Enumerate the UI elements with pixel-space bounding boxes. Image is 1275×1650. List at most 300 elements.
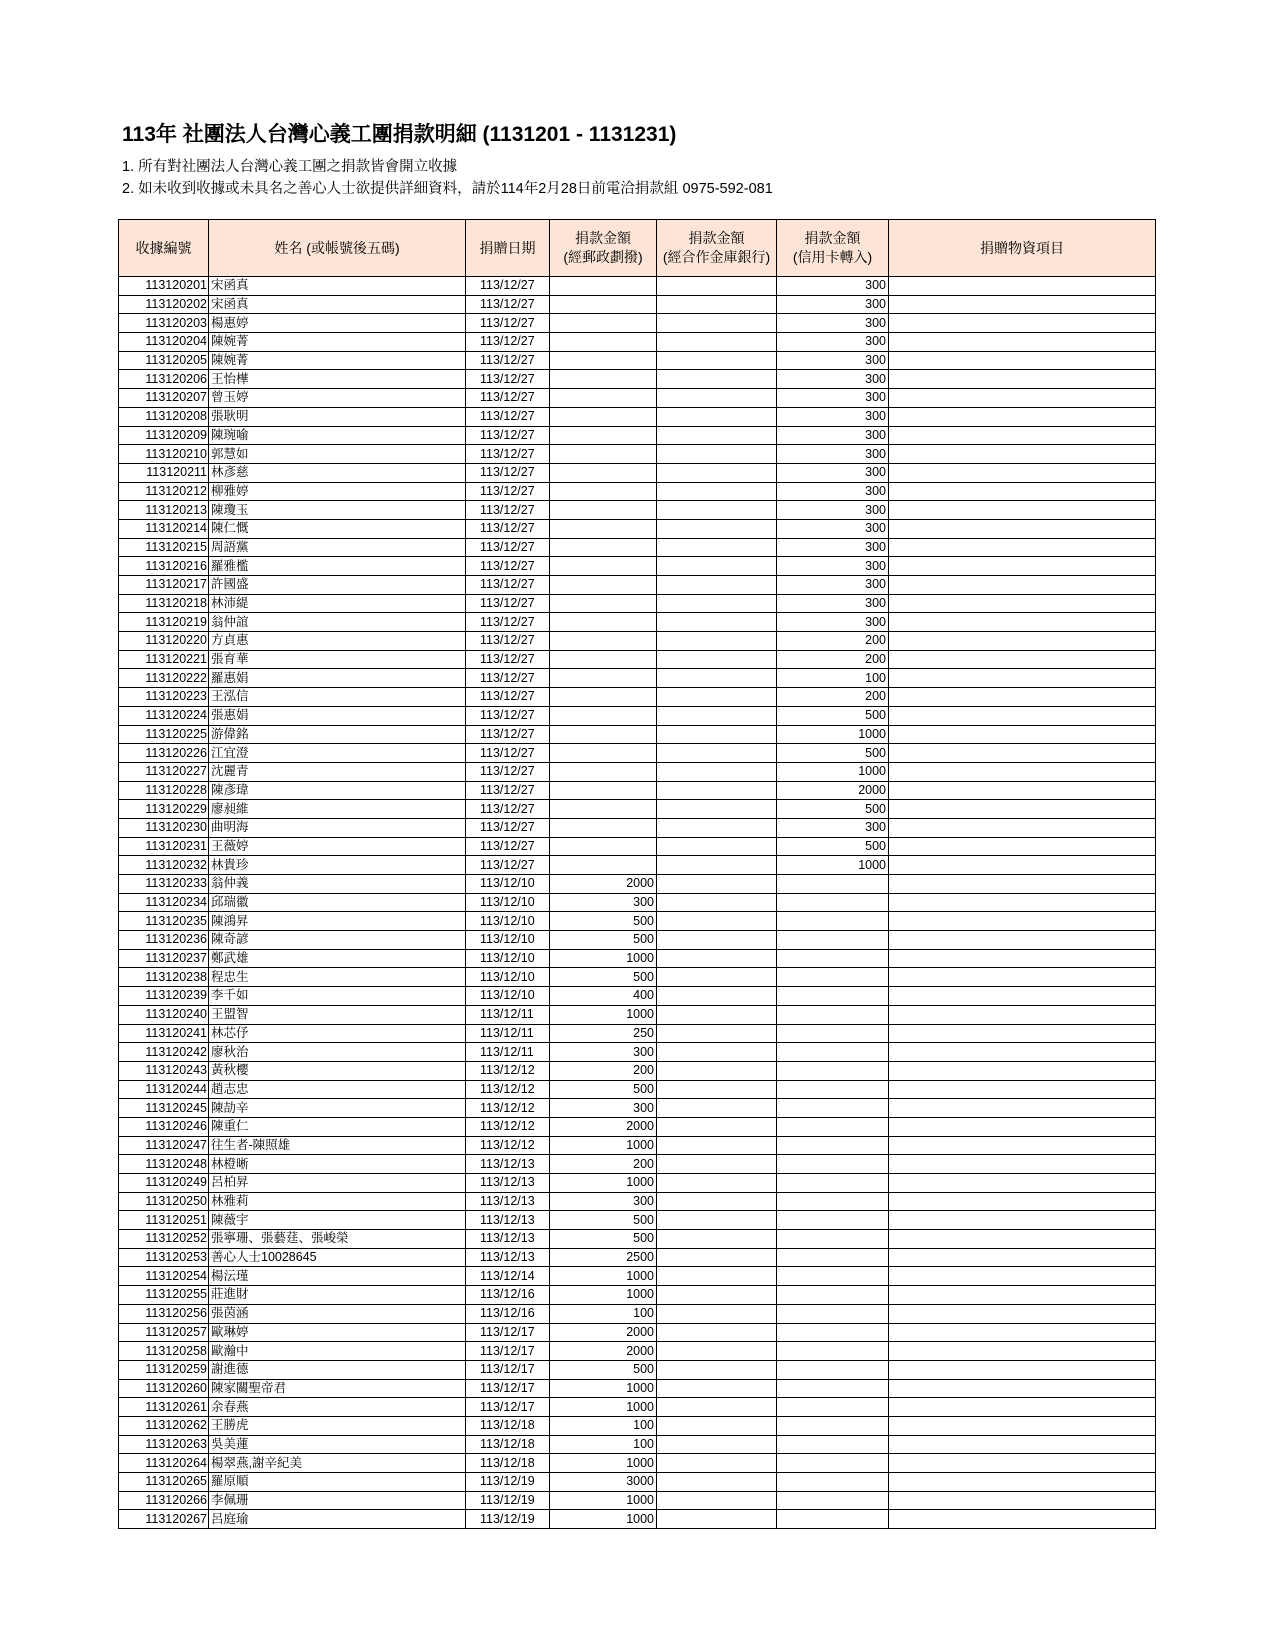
table-row xyxy=(119,1248,1156,1267)
bank-amount-cell xyxy=(657,744,777,763)
postal-amount-cell xyxy=(550,314,657,333)
header-postal-amount: 捐款金額 (經郵政劃撥) xyxy=(550,220,657,277)
card-amount-cell: 300 xyxy=(777,594,889,613)
goods-cell xyxy=(889,613,1156,632)
card-amount-cell: 300 xyxy=(777,351,889,370)
bank-amount-cell xyxy=(657,818,777,837)
goods-cell xyxy=(889,1360,1156,1379)
bank-amount-cell xyxy=(657,407,777,426)
card-amount-cell: 300 xyxy=(777,818,889,837)
bank-amount-cell xyxy=(657,389,777,408)
goods-cell xyxy=(889,277,1156,296)
donation-date-cell: 113/12/16 xyxy=(466,1286,550,1305)
bank-amount-cell xyxy=(657,837,777,856)
receipt-no-cell: 113120265 xyxy=(119,1473,209,1492)
card-amount-cell xyxy=(777,1024,889,1043)
postal-amount-cell xyxy=(550,351,657,370)
postal-amount-cell xyxy=(550,445,657,464)
table-row xyxy=(119,1473,1156,1492)
receipt-no-cell: 113120242 xyxy=(119,1043,209,1062)
postal-amount-cell: 300 xyxy=(550,1099,657,1118)
bank-amount-cell xyxy=(657,650,777,669)
receipt-no-cell: 113120220 xyxy=(119,632,209,651)
goods-cell xyxy=(889,407,1156,426)
receipt-no-cell: 113120210 xyxy=(119,445,209,464)
table-row xyxy=(119,519,1156,538)
donation-date-cell: 113/12/27 xyxy=(466,370,550,389)
table-row xyxy=(119,1286,1156,1305)
goods-cell xyxy=(889,295,1156,314)
donation-date-cell: 113/12/27 xyxy=(466,557,550,576)
donor-name-cell: 陳劼辛 xyxy=(209,1099,466,1118)
card-amount-cell xyxy=(777,1080,889,1099)
bank-amount-cell xyxy=(657,1435,777,1454)
goods-cell xyxy=(889,1248,1156,1267)
donation-date-cell: 113/12/18 xyxy=(466,1416,550,1435)
card-amount-cell xyxy=(777,1061,889,1080)
goods-cell xyxy=(889,632,1156,651)
bank-amount-cell xyxy=(657,1304,777,1323)
donor-name-cell: 宋函真 xyxy=(209,277,466,296)
donation-date-cell: 113/12/17 xyxy=(466,1398,550,1417)
goods-cell xyxy=(889,1174,1156,1193)
table-row xyxy=(119,650,1156,669)
note-contact: 2. 如未收到收據或未具名之善心人士欲提供詳細資料，請於114年2月28日前電洽捐款組 0975-592-081 xyxy=(122,181,773,197)
card-amount-cell: 300 xyxy=(777,277,889,296)
donor-name-cell: 陳家關聖帝君 xyxy=(209,1379,466,1398)
donation-date-cell: 113/12/27 xyxy=(466,407,550,426)
postal-amount-cell xyxy=(550,688,657,707)
card-amount-cell xyxy=(777,1379,889,1398)
receipt-no-cell: 113120253 xyxy=(119,1248,209,1267)
donation-date-cell: 113/12/27 xyxy=(466,669,550,688)
card-amount-cell: 300 xyxy=(777,519,889,538)
goods-cell xyxy=(889,519,1156,538)
bank-amount-cell xyxy=(657,613,777,632)
receipt-no-cell: 113120240 xyxy=(119,1005,209,1024)
receipt-no-cell: 113120260 xyxy=(119,1379,209,1398)
table-row xyxy=(119,669,1156,688)
bank-amount-cell xyxy=(657,706,777,725)
goods-cell xyxy=(889,1211,1156,1230)
donor-name-cell: 翁仲誼 xyxy=(209,613,466,632)
header-goods: 捐贈物資項目 xyxy=(889,220,1156,277)
table-row xyxy=(119,1342,1156,1361)
card-amount-cell: 300 xyxy=(777,557,889,576)
postal-amount-cell: 1000 xyxy=(550,1267,657,1286)
bank-amount-cell xyxy=(657,1230,777,1249)
donor-name-cell: 周語黨 xyxy=(209,538,466,557)
postal-amount-cell: 1000 xyxy=(550,1379,657,1398)
donor-name-cell: 張惠娟 xyxy=(209,706,466,725)
goods-cell xyxy=(889,426,1156,445)
table-row xyxy=(119,688,1156,707)
postal-amount-cell: 2000 xyxy=(550,1323,657,1342)
postal-amount-cell xyxy=(550,370,657,389)
goods-cell xyxy=(889,1454,1156,1473)
donation-date-cell: 113/12/27 xyxy=(466,837,550,856)
bank-amount-cell xyxy=(657,1286,777,1305)
bank-amount-cell xyxy=(657,277,777,296)
receipt-no-cell: 113120248 xyxy=(119,1155,209,1174)
card-amount-cell xyxy=(777,1230,889,1249)
donor-name-cell: 陳彥瑋 xyxy=(209,781,466,800)
bank-amount-cell xyxy=(657,1267,777,1286)
table-row xyxy=(119,1491,1156,1510)
goods-cell xyxy=(889,1230,1156,1249)
goods-cell xyxy=(889,744,1156,763)
table-row xyxy=(119,277,1156,296)
bank-amount-cell xyxy=(657,1323,777,1342)
donation-date-cell: 113/12/19 xyxy=(466,1510,550,1529)
donor-name-cell: 陳薇宇 xyxy=(209,1211,466,1230)
table-row xyxy=(119,314,1156,333)
goods-cell xyxy=(889,1491,1156,1510)
donation-date-cell: 113/12/27 xyxy=(466,725,550,744)
table-row xyxy=(119,1192,1156,1211)
receipt-no-cell: 113120257 xyxy=(119,1323,209,1342)
postal-amount-cell: 500 xyxy=(550,1080,657,1099)
goods-cell xyxy=(889,1080,1156,1099)
goods-cell xyxy=(889,1155,1156,1174)
table-row xyxy=(119,762,1156,781)
donation-date-cell: 113/12/14 xyxy=(466,1267,550,1286)
card-amount-cell xyxy=(777,1491,889,1510)
goods-cell xyxy=(889,1043,1156,1062)
bank-amount-cell xyxy=(657,688,777,707)
bank-amount-cell xyxy=(657,1136,777,1155)
donation-date-cell: 113/12/27 xyxy=(466,351,550,370)
postal-amount-cell: 2000 xyxy=(550,875,657,894)
donation-date-cell: 113/12/27 xyxy=(466,333,550,352)
bank-amount-cell xyxy=(657,1174,777,1193)
postal-amount-cell xyxy=(550,295,657,314)
donor-name-cell: 陳婉菁 xyxy=(209,351,466,370)
table-row xyxy=(119,1080,1156,1099)
receipt-no-cell: 113120219 xyxy=(119,613,209,632)
bank-amount-cell xyxy=(657,576,777,595)
donor-name-cell: 方貞惠 xyxy=(209,632,466,651)
receipt-no-cell: 113120245 xyxy=(119,1099,209,1118)
header-receipt-no: 收據編號 xyxy=(119,220,209,277)
donation-date-cell: 113/12/27 xyxy=(466,463,550,482)
donation-date-cell: 113/12/27 xyxy=(466,781,550,800)
bank-amount-cell xyxy=(657,333,777,352)
postal-amount-cell: 1000 xyxy=(550,1491,657,1510)
table-row xyxy=(119,333,1156,352)
postal-amount-cell xyxy=(550,557,657,576)
donation-date-cell: 113/12/11 xyxy=(466,1005,550,1024)
donation-date-cell: 113/12/27 xyxy=(466,650,550,669)
receipt-no-cell: 113120222 xyxy=(119,669,209,688)
donor-name-cell: 林沛緹 xyxy=(209,594,466,613)
card-amount-cell: 200 xyxy=(777,632,889,651)
postal-amount-cell: 400 xyxy=(550,987,657,1006)
donor-name-cell: 廖秋治 xyxy=(209,1043,466,1062)
postal-amount-cell xyxy=(550,519,657,538)
goods-cell xyxy=(889,875,1156,894)
receipt-no-cell: 113120232 xyxy=(119,856,209,875)
postal-amount-cell: 500 xyxy=(550,1211,657,1230)
postal-amount-cell: 300 xyxy=(550,1192,657,1211)
donation-date-cell: 113/12/10 xyxy=(466,949,550,968)
table-row xyxy=(119,1043,1156,1062)
receipt-no-cell: 113120256 xyxy=(119,1304,209,1323)
donor-name-cell: 翁仲義 xyxy=(209,875,466,894)
bank-amount-cell xyxy=(657,1061,777,1080)
card-amount-cell: 500 xyxy=(777,800,889,819)
goods-cell xyxy=(889,856,1156,875)
card-amount-cell: 300 xyxy=(777,314,889,333)
table-row xyxy=(119,912,1156,931)
goods-cell xyxy=(889,1061,1156,1080)
bank-amount-cell xyxy=(657,1155,777,1174)
postal-amount-cell xyxy=(550,818,657,837)
table-header xyxy=(119,220,1156,277)
donor-name-cell: 張育華 xyxy=(209,650,466,669)
goods-cell xyxy=(889,1435,1156,1454)
goods-cell xyxy=(889,333,1156,352)
bank-amount-cell xyxy=(657,725,777,744)
goods-cell xyxy=(889,445,1156,464)
donation-date-cell: 113/12/27 xyxy=(466,576,550,595)
card-amount-cell xyxy=(777,1174,889,1193)
header-date: 捐贈日期 xyxy=(466,220,550,277)
table-row xyxy=(119,1061,1156,1080)
donor-name-cell: 黃秋櫻 xyxy=(209,1061,466,1080)
table-row xyxy=(119,538,1156,557)
card-amount-cell: 300 xyxy=(777,389,889,408)
card-amount-cell: 1000 xyxy=(777,762,889,781)
bank-amount-cell xyxy=(657,519,777,538)
postal-amount-cell: 1000 xyxy=(550,1398,657,1417)
goods-cell xyxy=(889,669,1156,688)
receipt-no-cell: 113120263 xyxy=(119,1435,209,1454)
donation-date-cell: 113/12/10 xyxy=(466,987,550,1006)
bank-amount-cell xyxy=(657,1211,777,1230)
bank-amount-cell xyxy=(657,949,777,968)
table-row xyxy=(119,613,1156,632)
receipt-no-cell: 113120208 xyxy=(119,407,209,426)
table-row xyxy=(119,744,1156,763)
donation-date-cell: 113/12/27 xyxy=(466,800,550,819)
donation-date-cell: 113/12/27 xyxy=(466,501,550,520)
goods-cell xyxy=(889,576,1156,595)
postal-amount-cell: 500 xyxy=(550,1230,657,1249)
donor-name-cell: 宋函真 xyxy=(209,295,466,314)
receipt-no-cell: 113120214 xyxy=(119,519,209,538)
postal-amount-cell xyxy=(550,800,657,819)
donor-name-cell: 余春燕 xyxy=(209,1398,466,1417)
donation-date-cell: 113/12/13 xyxy=(466,1230,550,1249)
card-amount-cell xyxy=(777,1248,889,1267)
goods-cell xyxy=(889,1192,1156,1211)
donation-date-cell: 113/12/18 xyxy=(466,1454,550,1473)
postal-amount-cell xyxy=(550,576,657,595)
card-amount-cell: 500 xyxy=(777,837,889,856)
card-amount-cell: 300 xyxy=(777,407,889,426)
donor-name-cell: 林雅莉 xyxy=(209,1192,466,1211)
donor-name-cell: 往生者-陳照雄 xyxy=(209,1136,466,1155)
bank-amount-cell xyxy=(657,893,777,912)
bank-amount-cell xyxy=(657,669,777,688)
table-body xyxy=(119,277,1156,1529)
donation-date-cell: 113/12/27 xyxy=(466,762,550,781)
table-row xyxy=(119,632,1156,651)
receipt-no-cell: 113120213 xyxy=(119,501,209,520)
donation-date-cell: 113/12/13 xyxy=(466,1192,550,1211)
donor-name-cell: 游偉銘 xyxy=(209,725,466,744)
table-row xyxy=(119,1211,1156,1230)
card-amount-cell xyxy=(777,1416,889,1435)
donation-date-cell: 113/12/17 xyxy=(466,1360,550,1379)
donation-date-cell: 113/12/27 xyxy=(466,632,550,651)
goods-cell xyxy=(889,1510,1156,1529)
donor-name-cell: 江宜澄 xyxy=(209,744,466,763)
donor-name-cell: 陳仁慨 xyxy=(209,519,466,538)
card-amount-cell: 300 xyxy=(777,482,889,501)
card-amount-cell xyxy=(777,968,889,987)
postal-amount-cell xyxy=(550,426,657,445)
bank-amount-cell xyxy=(657,1099,777,1118)
goods-cell xyxy=(889,314,1156,333)
table-row xyxy=(119,818,1156,837)
receipt-no-cell: 113120241 xyxy=(119,1024,209,1043)
goods-cell xyxy=(889,1473,1156,1492)
card-amount-cell: 300 xyxy=(777,576,889,595)
card-amount-cell: 500 xyxy=(777,744,889,763)
postal-amount-cell xyxy=(550,706,657,725)
document-title: 113年 社團法人台灣心義工團捐款明細 (1131201 - 1131231) xyxy=(122,123,677,146)
receipt-no-cell: 113120239 xyxy=(119,987,209,1006)
donation-date-cell: 113/12/11 xyxy=(466,1024,550,1043)
receipt-no-cell: 113120201 xyxy=(119,277,209,296)
donor-name-cell: 羅惠娟 xyxy=(209,669,466,688)
table-row xyxy=(119,931,1156,950)
donor-name-cell: 謝進德 xyxy=(209,1360,466,1379)
header-row xyxy=(119,220,1156,277)
postal-amount-cell xyxy=(550,389,657,408)
donor-name-cell: 羅雅檻 xyxy=(209,557,466,576)
bank-amount-cell xyxy=(657,1248,777,1267)
goods-cell xyxy=(889,800,1156,819)
receipt-no-cell: 113120258 xyxy=(119,1342,209,1361)
bank-amount-cell xyxy=(657,1454,777,1473)
card-amount-cell xyxy=(777,1211,889,1230)
table-row xyxy=(119,856,1156,875)
receipt-no-cell: 113120218 xyxy=(119,594,209,613)
card-amount-cell xyxy=(777,1043,889,1062)
goods-cell xyxy=(889,1342,1156,1361)
bank-amount-cell xyxy=(657,1510,777,1529)
table-row xyxy=(119,1304,1156,1323)
postal-amount-cell: 100 xyxy=(550,1416,657,1435)
table-row xyxy=(119,389,1156,408)
card-amount-cell: 200 xyxy=(777,688,889,707)
table-row xyxy=(119,1155,1156,1174)
bank-amount-cell xyxy=(657,800,777,819)
card-amount-cell xyxy=(777,1267,889,1286)
table-row xyxy=(119,837,1156,856)
receipt-no-cell: 113120231 xyxy=(119,837,209,856)
receipt-no-cell: 113120223 xyxy=(119,688,209,707)
postal-amount-cell xyxy=(550,501,657,520)
receipt-no-cell: 113120204 xyxy=(119,333,209,352)
table-row xyxy=(119,1174,1156,1193)
donor-name-cell: 莊進財 xyxy=(209,1286,466,1305)
donation-date-cell: 113/12/27 xyxy=(466,277,550,296)
card-amount-cell xyxy=(777,1360,889,1379)
receipt-no-cell: 113120216 xyxy=(119,557,209,576)
bank-amount-cell xyxy=(657,501,777,520)
goods-cell xyxy=(889,389,1156,408)
bank-amount-cell xyxy=(657,987,777,1006)
table-row xyxy=(119,1136,1156,1155)
postal-amount-cell: 2000 xyxy=(550,1117,657,1136)
donation-date-cell: 113/12/12 xyxy=(466,1136,550,1155)
donor-name-cell: 李佩珊 xyxy=(209,1491,466,1510)
postal-amount-cell: 1000 xyxy=(550,1286,657,1305)
receipt-no-cell: 113120264 xyxy=(119,1454,209,1473)
card-amount-cell xyxy=(777,1398,889,1417)
table-row xyxy=(119,1323,1156,1342)
table-row xyxy=(119,1230,1156,1249)
goods-cell xyxy=(889,706,1156,725)
donation-date-cell: 113/12/17 xyxy=(466,1342,550,1361)
card-amount-cell: 300 xyxy=(777,370,889,389)
card-amount-cell: 300 xyxy=(777,333,889,352)
donor-name-cell: 張寧珊、張藝莛、張峻榮 xyxy=(209,1230,466,1249)
postal-amount-cell xyxy=(550,856,657,875)
donor-name-cell: 王勝虎 xyxy=(209,1416,466,1435)
card-amount-cell xyxy=(777,1117,889,1136)
donor-name-cell: 邱瑞徽 xyxy=(209,893,466,912)
card-amount-cell xyxy=(777,1136,889,1155)
receipt-no-cell: 113120230 xyxy=(119,818,209,837)
card-amount-cell xyxy=(777,912,889,931)
postal-amount-cell xyxy=(550,463,657,482)
postal-amount-cell: 500 xyxy=(550,1360,657,1379)
donation-date-cell: 113/12/27 xyxy=(466,482,550,501)
bank-amount-cell xyxy=(657,1360,777,1379)
card-amount-cell xyxy=(777,1473,889,1492)
receipt-no-cell: 113120215 xyxy=(119,538,209,557)
receipt-no-cell: 113120235 xyxy=(119,912,209,931)
note-receipt: 1. 所有對社團法人台灣心義工團之捐款皆會開立收據 xyxy=(122,159,458,175)
table-row xyxy=(119,706,1156,725)
bank-amount-cell xyxy=(657,1473,777,1492)
donor-name-cell: 張茵涵 xyxy=(209,1304,466,1323)
bank-amount-cell xyxy=(657,1379,777,1398)
postal-amount-cell: 1000 xyxy=(550,1454,657,1473)
goods-cell xyxy=(889,463,1156,482)
postal-amount-cell: 300 xyxy=(550,1043,657,1062)
postal-amount-cell xyxy=(550,407,657,426)
postal-amount-cell: 3000 xyxy=(550,1473,657,1492)
header-name: 姓名 (或帳號後五碼) xyxy=(209,220,466,277)
donation-date-cell: 113/12/27 xyxy=(466,314,550,333)
receipt-no-cell: 113120227 xyxy=(119,762,209,781)
receipt-no-cell: 113120234 xyxy=(119,893,209,912)
postal-amount-cell: 200 xyxy=(550,1061,657,1080)
donation-date-cell: 113/12/27 xyxy=(466,519,550,538)
donor-name-cell: 林貴珍 xyxy=(209,856,466,875)
bank-amount-cell xyxy=(657,445,777,464)
receipt-no-cell: 113120224 xyxy=(119,706,209,725)
table-row xyxy=(119,1024,1156,1043)
receipt-no-cell: 113120252 xyxy=(119,1230,209,1249)
table-row xyxy=(119,800,1156,819)
